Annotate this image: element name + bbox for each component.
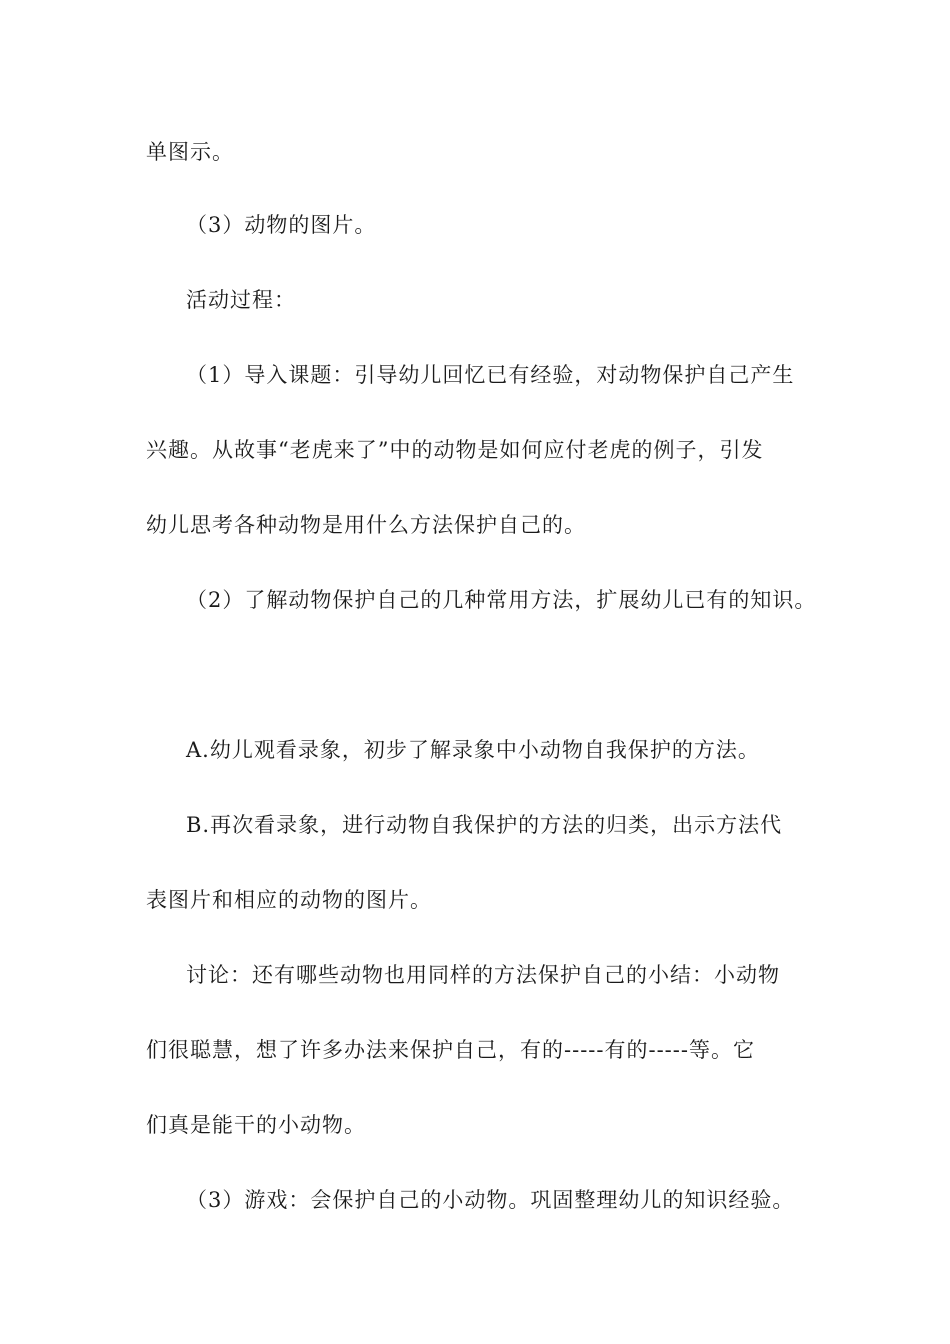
paragraph-line: 们真是能干的小动物。 [146, 1113, 366, 1137]
paragraph-line: （1）导入课题：引导幼儿回忆已有经验，对动物保护自己产生 [186, 363, 795, 387]
paragraph-line: A.幼儿观看录象，初步了解录象中小动物自我保护的方法。 [186, 738, 760, 762]
paragraph-line: 表图片和相应的动物的图片。 [146, 888, 432, 912]
paragraph-line: 兴趣。从故事“老虎来了”中的动物是如何应付老虎的例子，引发 [146, 438, 764, 462]
paragraph-line: （3）游戏：会保护自己的小动物。巩固整理幼儿的知识经验。 [186, 1188, 795, 1212]
paragraph-line: （2）了解动物保护自己的几种常用方法，扩展幼儿已有的知识。 [186, 588, 817, 612]
paragraph-line: B.再次看录象，进行动物自我保护的方法的归类，出示方法代 [186, 813, 783, 837]
paragraph-line: 讨论：还有哪些动物也用同样的方法保护自己的小结：小动物 [186, 963, 780, 987]
paragraph-line: （3）动物的图片。 [186, 213, 377, 237]
paragraph-line: 们很聪慧，想了许多办法来保护自己，有的-----有的-----等。它 [146, 1038, 755, 1062]
paragraph-line: 幼儿思考各种动物是用什么方法保护自己的。 [146, 513, 586, 537]
paragraph-line: 单图示。 [146, 140, 234, 164]
section-heading: 活动过程： [186, 288, 296, 312]
